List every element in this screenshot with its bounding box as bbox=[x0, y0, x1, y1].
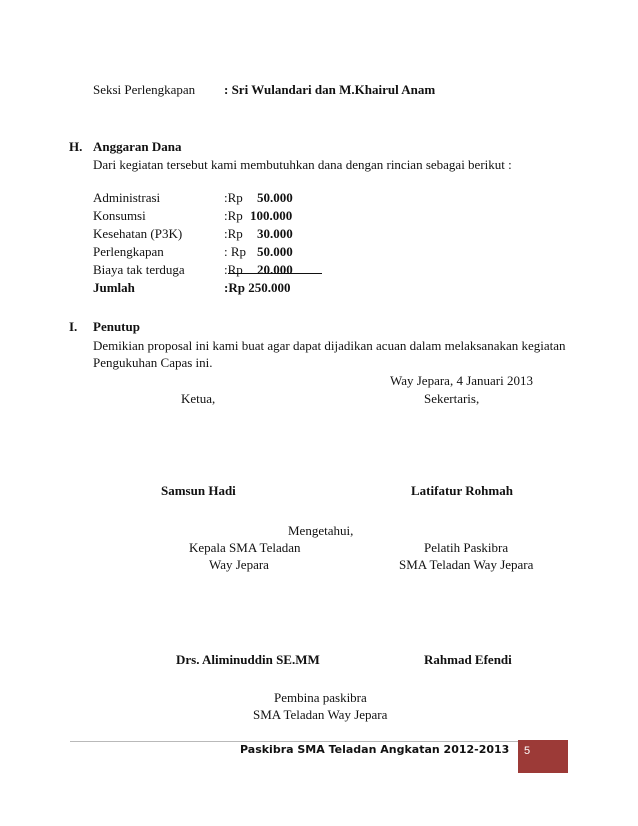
kepala-role-line2: Way Jepara bbox=[209, 557, 269, 572]
budget-row-currency: :Rp bbox=[224, 190, 243, 205]
budget-row-label: Konsumsi bbox=[93, 208, 146, 223]
budget-row-label: Biaya tak terduga bbox=[93, 262, 185, 277]
pembina-role-line1: Pembina paskibra bbox=[274, 690, 367, 705]
budget-row-currency: :Rp bbox=[224, 208, 243, 223]
sekretaris-role: Sekertaris, bbox=[424, 391, 480, 406]
footer-divider bbox=[70, 741, 568, 742]
budget-row-label: Perlengkapan bbox=[93, 244, 164, 259]
total-underline bbox=[228, 273, 322, 274]
budget-row-currency: :Rp bbox=[224, 262, 243, 277]
ketua-name: Samsun Hadi bbox=[161, 483, 236, 498]
sekretaris-name: Latifatur Rohmah bbox=[411, 483, 513, 498]
pelatih-name: Rahmad Efendi bbox=[424, 652, 512, 667]
page-number-badge bbox=[518, 740, 568, 773]
seksi-label: Seksi Perlengkapan bbox=[93, 82, 196, 97]
budget-total-value: :Rp 250.000 bbox=[224, 280, 291, 295]
budget-total-label: Jumlah bbox=[93, 280, 135, 295]
budget-row-currency: : Rp bbox=[224, 244, 247, 259]
section-h-intro: Dari kegiatan tersebut kami membutuhkan dana dengan rincian sebagai berikut : bbox=[93, 157, 512, 172]
budget-row-amount: 50.000 bbox=[257, 190, 293, 205]
place-date: Way Jepara, 4 Januari 2013 bbox=[390, 373, 533, 388]
ketua-role: Ketua, bbox=[181, 391, 216, 406]
section-h-title: Anggaran Dana bbox=[93, 139, 182, 154]
budget-row-currency: :Rp bbox=[224, 226, 243, 241]
kepala-role-line1: Kepala SMA Teladan bbox=[189, 540, 301, 555]
section-h-letter: H. bbox=[69, 139, 83, 154]
budget-row-amount: 30.000 bbox=[257, 226, 293, 241]
kepala-name: Drs. Aliminuddin SE.MM bbox=[176, 652, 320, 667]
section-i-letter: I. bbox=[69, 319, 78, 334]
footer-text: Paskibra SMA Teladan Angkatan 2012-2013 bbox=[240, 743, 510, 756]
seksi-value: : Sri Wulandari dan M.Khairul Anam bbox=[224, 82, 436, 97]
budget-row-amount: 100.000 bbox=[250, 208, 293, 223]
budget-row-label: Kesehatan (P3K) bbox=[93, 226, 183, 241]
section-i-line2: Pengukuhan Capas ini. bbox=[93, 355, 213, 370]
budget-row-label: Administrasi bbox=[93, 190, 161, 205]
page-number: 5 bbox=[524, 745, 531, 757]
pelatih-role-line1: Pelatih Paskibra bbox=[424, 540, 509, 555]
pelatih-role-line2: SMA Teladan Way Jepara bbox=[399, 557, 534, 572]
budget-row-amount: 20.000 bbox=[257, 262, 293, 277]
section-i-line1: Demikian proposal ini kami buat agar dapat dijadikan acuan dalam melaksanakan kegiatan bbox=[93, 338, 566, 353]
section-i-title: Penutup bbox=[93, 319, 140, 334]
pembina-role-line2: SMA Teladan Way Jepara bbox=[253, 707, 388, 722]
mengetahui-label: Mengetahui, bbox=[288, 523, 354, 538]
budget-row-amount: 50.000 bbox=[257, 244, 293, 259]
